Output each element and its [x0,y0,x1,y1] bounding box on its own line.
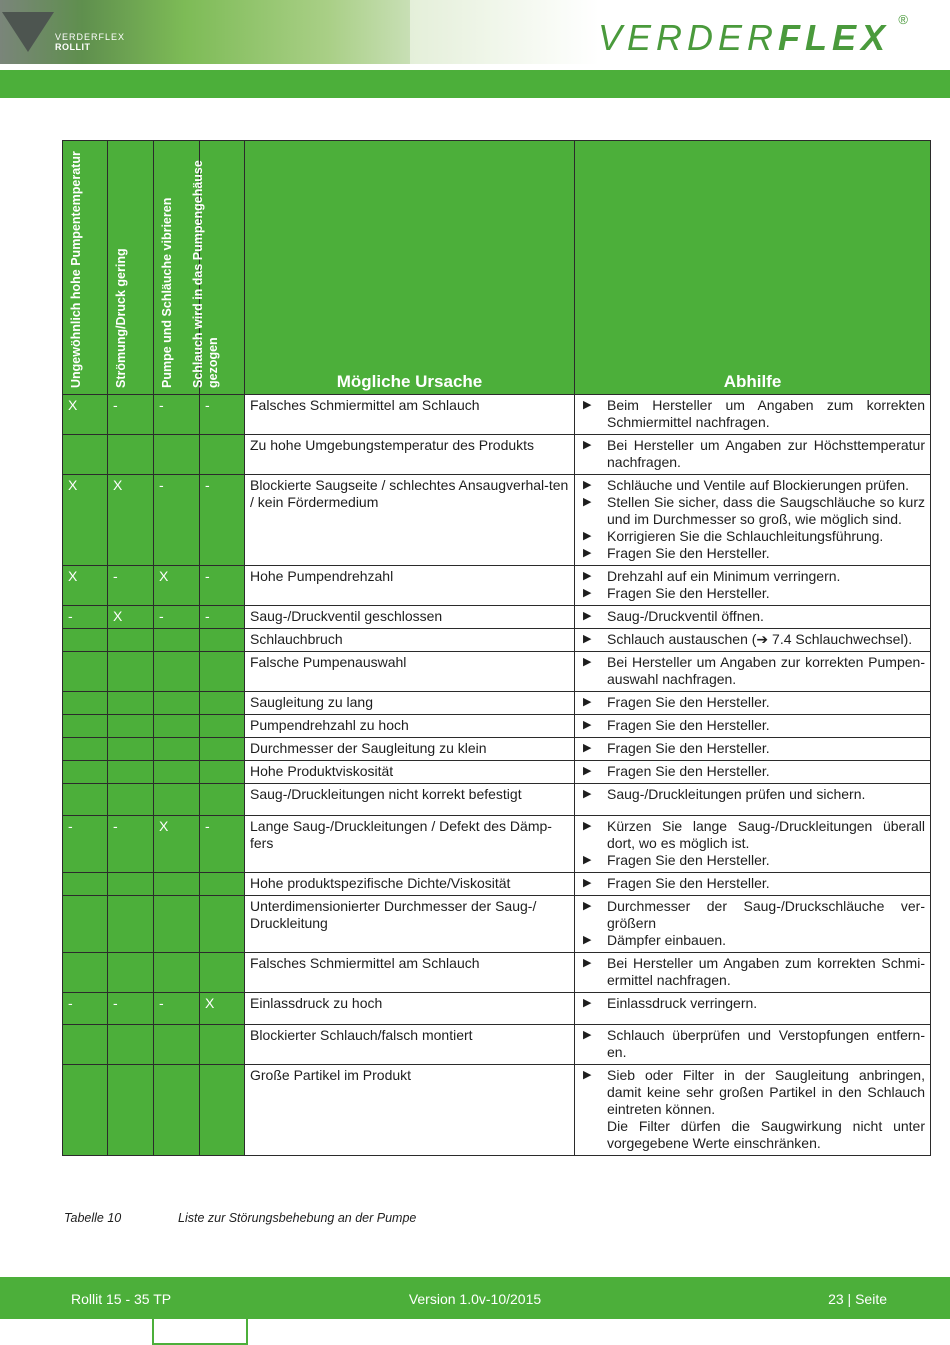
remedy-cell [575,1065,931,1156]
remedy-list [580,1027,925,1061]
symptom-mark [154,784,200,816]
remedy-cell [575,475,931,566]
page-header [0,0,950,70]
symptom-mark [200,953,245,993]
symptom-mark: X [63,395,108,435]
table-header-row [63,141,931,395]
table-row [63,1065,931,1156]
page-footer [0,1277,950,1319]
brand-logo [598,18,890,58]
registered-mark: ® [898,12,908,27]
symptom-mark [154,629,200,652]
table-row [63,1025,931,1065]
symptom-mark [108,652,154,692]
symptom-mark [108,873,154,896]
symptom-mark: - [108,816,154,873]
symptom-mark: - [63,993,108,1025]
remedy-item: ▶ Fragen Sie den Hersteller. [580,852,925,869]
remedy-item: ▶ Drehzahl auf ein Minimum verringern. [580,568,925,585]
cause-cell: Große Partikel im Produkt [245,1065,575,1156]
remedy-cell [575,566,931,606]
symptom-mark [154,692,200,715]
cause-cell: Saug-/Druckleitungen nicht korrekt befestigt [245,784,575,816]
cause-cell: Saug-/Druckventil geschlossen [245,606,575,629]
symptom-mark: - [200,395,245,435]
remedy-list [580,397,925,431]
cause-cell: Zu hohe Umgebungstemperatur des Produkts [245,435,575,475]
remedy-item: ▶ Stellen Sie sicher, dass die Saugschläuche so kurz und im Durchmesser so groß, wie möglich sind. [580,494,925,528]
remedy-list [580,955,925,989]
symptom-mark [200,784,245,816]
remedy-item: ▶ Sieb oder Filter in der Saugleitung anbringen, damit keine sehr großen Partikel in den Schlauch eintreten können. [580,1067,925,1118]
remedy-cell [575,629,931,652]
symptom-mark [108,953,154,993]
product-logo-name: ROLLIT [55,42,91,52]
remedy-list [580,631,925,648]
symptom-mark [63,784,108,816]
symptom-mark [154,435,200,475]
symptom-mark: - [154,993,200,1025]
caption-number: Tabelle 10 [64,1211,122,1225]
symptom-mark: - [200,566,245,606]
header-photo [0,0,410,64]
remedy-list [580,995,925,1012]
footer-product: Rollit 15 - 35 TP [71,1291,172,1307]
symptom-header-1: Ungewöhnlich hohe Pumpentemperatur [63,141,108,395]
footer-page-number: 23 | Seite [828,1291,887,1307]
symptom-mark [63,652,108,692]
symptom-mark [154,896,200,953]
header-bar [0,70,950,98]
table-caption [64,1211,416,1225]
remedy-item: ▶ Schläuche und Ventile auf Blockierungen prüfen. [580,477,925,494]
symptom-mark: - [154,395,200,435]
remedy-item: ▶ Fragen Sie den Hersteller. [580,740,925,757]
symptom-mark [200,1025,245,1065]
remedy-list [580,875,925,892]
remedy-cell [575,873,931,896]
remedy-list [580,786,925,803]
symptom-mark [108,784,154,816]
symptom-mark: X [200,993,245,1025]
remedy-item: ▶ Fragen Sie den Hersteller. [580,763,925,780]
table-body [63,395,931,1156]
remedy-cell [575,784,931,816]
symptom-mark: X [108,475,154,566]
remedy-list [580,740,925,757]
remedy-item: ▶ Bei Hersteller um Angaben zur korrekten Pumpen-auswahl nachfragen. [580,654,925,688]
symptom-mark: X [154,816,200,873]
remedy-cell [575,1025,931,1065]
remedy-item: ▶ Saug-/Druckleitungen prüfen und sichern. [580,786,925,803]
symptom-mark [63,1025,108,1065]
cause-cell: Unterdimensionierter Durchmesser der Saug-/ Druckleitung [245,896,575,953]
remedy-item: ▶ Fragen Sie den Hersteller. [580,585,925,602]
table-row [63,435,931,475]
table-row [63,738,931,761]
troubleshooting-table [62,140,931,1156]
table-row [63,475,931,566]
cause-cell: Falsches Schmiermittel am Schlauch [245,953,575,993]
remedy-list [580,694,925,711]
symptom-mark [154,953,200,993]
remedy-item: ▶ Fragen Sie den Hersteller. [580,545,925,562]
remedy-cell [575,816,931,873]
remedy-list [580,608,925,625]
table-row [63,606,931,629]
remedy-list [580,437,925,471]
remedy-list [580,898,925,949]
symptom-mark [63,1065,108,1156]
remedy-cell [575,738,931,761]
symptom-mark [200,435,245,475]
remedy-cell [575,692,931,715]
remedy-cell [575,993,931,1025]
symptom-mark: - [200,475,245,566]
remedy-item: ▶ Fragen Sie den Hersteller. [580,717,925,734]
table-row [63,395,931,435]
symptom-mark [63,761,108,784]
table-row [63,692,931,715]
product-logo-brand: VERDERFLEX [55,32,126,42]
remedy-cell [575,761,931,784]
product-logo [55,32,125,52]
symptom-mark [200,629,245,652]
symptom-header-3: Pumpe und Schläuche vibrieren [154,141,200,395]
remedy-item: ▶ Kürzen Sie lange Saug-/Druckleitungen überall dort, wo es möglich ist. [580,818,925,852]
remedy-item: ▶ Einlassdruck verringern. [580,995,925,1012]
symptom-mark [108,761,154,784]
symptom-mark [200,896,245,953]
symptom-mark: X [154,566,200,606]
symptom-mark [154,652,200,692]
symptom-mark: X [63,475,108,566]
symptom-mark [63,738,108,761]
remedy-cell [575,896,931,953]
remedy-item: ▶ Schlauch überprüfen und Verstopfungen entfern-en. [580,1027,925,1061]
symptom-mark: - [154,606,200,629]
symptom-mark [63,896,108,953]
symptom-mark [200,761,245,784]
symptom-mark: - [108,566,154,606]
remedy-item: ▶ Saug-/Druckventil öffnen. [580,608,925,625]
cause-cell: Durchmesser der Saugleitung zu klein [245,738,575,761]
symptom-mark [63,629,108,652]
symptom-mark [63,873,108,896]
cause-cell: Saugleitung zu lang [245,692,575,715]
cause-cell: Lange Saug-/Druckleitungen / Defekt des Dämp-fers [245,816,575,873]
symptom-mark: - [200,606,245,629]
remedy-column-header: Abhilfe [575,141,931,395]
symptom-mark [108,1065,154,1156]
symptom-mark [154,1065,200,1156]
remedy-cell [575,953,931,993]
symptom-mark: X [108,606,154,629]
symptom-mark [63,715,108,738]
symptom-mark [108,896,154,953]
symptom-mark: - [108,993,154,1025]
remedy-item: ▶ Fragen Sie den Hersteller. [580,875,925,892]
table-row [63,873,931,896]
cause-cell: Einlassdruck zu hoch [245,993,575,1025]
remedy-list [580,654,925,688]
remedy-item: ▶ Bei Hersteller um Angaben zur Höchsttemperatur nachfragen. [580,437,925,471]
cause-cell: Falsches Schmiermittel am Schlauch [245,395,575,435]
cause-cell: Blockierter Schlauch/falsch montiert [245,1025,575,1065]
table-row [63,715,931,738]
remedy-list [580,477,925,562]
remedy-item: ▶ Korrigieren Sie die Schlauchleitungsführung. [580,528,925,545]
cause-cell: Hohe produktspezifische Dichte/Viskosität [245,873,575,896]
cause-cell: Blockierte Saugseite / schlechtes Ansaugverhal-ten / kein Fördermedium [245,475,575,566]
symptom-mark [63,435,108,475]
footer-tab [152,1319,248,1345]
symptom-mark: - [108,395,154,435]
table-row [63,652,931,692]
symptom-mark [63,692,108,715]
table-row [63,993,931,1025]
remedy-list [580,568,925,602]
symptom-mark [154,1025,200,1065]
symptom-mark [200,715,245,738]
remedy-list [580,1067,925,1152]
remedy-item: ▶ Dämpfer einbauen. [580,932,925,949]
symptom-mark [63,953,108,993]
remedy-cell [575,606,931,629]
symptom-mark: - [63,606,108,629]
remedy-cell [575,652,931,692]
rollit-emblem-icon [2,12,54,52]
cause-cell: Falsche Pumpenauswahl [245,652,575,692]
symptom-mark [108,715,154,738]
cause-column-header: Mögliche Ursache [245,141,575,395]
remedy-item: ▶ Bei Hersteller um Angaben zum korrekten Schmi-ermittel nachfragen. [580,955,925,989]
remedy-cell [575,435,931,475]
table-row [63,896,931,953]
remedy-list [580,717,925,734]
caption-text: Liste zur Störungsbehebung an der Pumpe [178,1211,417,1225]
table-row [63,566,931,606]
symptom-header-2: Strömung/Druck gering [108,141,154,395]
symptom-mark: X [63,566,108,606]
remedy-list [580,763,925,780]
footer-version: Version 1.0v-10/2015 [408,1291,542,1307]
table-row [63,761,931,784]
symptom-mark [200,738,245,761]
remedy-cell [575,715,931,738]
remedy-cell [575,395,931,435]
symptom-mark [154,715,200,738]
table-row [63,816,931,873]
symptom-mark [154,738,200,761]
symptom-mark: - [154,475,200,566]
symptom-mark [108,738,154,761]
symptom-mark [108,435,154,475]
remedy-item: ▶ Beim Hersteller um Angaben zum korrekten Schmiermittel nachfragen. [580,397,925,431]
symptom-header-4: Schlauch wird in das Pumpengehäuse gezogen [200,141,245,395]
symptom-mark [154,761,200,784]
remedy-item: ▶ Durchmesser der Saug-/Druckschläuche ver-größern [580,898,925,932]
table-row [63,784,931,816]
cause-cell: Hohe Produktviskosität [245,761,575,784]
symptom-mark: - [200,816,245,873]
symptom-mark [200,1065,245,1156]
table-row [63,953,931,993]
remedy-item: ▶ Fragen Sie den Hersteller. [580,694,925,711]
remedy-list [580,818,925,869]
symptom-mark [200,652,245,692]
cause-cell: Pumpendrehzahl zu hoch [245,715,575,738]
symptom-mark: - [63,816,108,873]
symptom-mark [108,629,154,652]
remedy-note: Die Filter dürfen die Saugwirkung nicht unter vorgegebene Werte einschränken. [607,1118,925,1151]
table-row [63,629,931,652]
symptom-mark [108,1025,154,1065]
symptom-mark [154,873,200,896]
remedy-item: ▶ Schlauch austauschen (➔ 7.4 Schlauchwechsel). [580,631,925,648]
cause-cell: Schlauchbruch [245,629,575,652]
cause-cell: Hohe Pumpendrehzahl [245,566,575,606]
brand-logo-bold: FLEX [777,17,890,58]
symptom-mark [200,873,245,896]
brand-logo-light: VERDER [597,17,778,58]
symptom-mark [108,692,154,715]
symptom-mark [200,692,245,715]
